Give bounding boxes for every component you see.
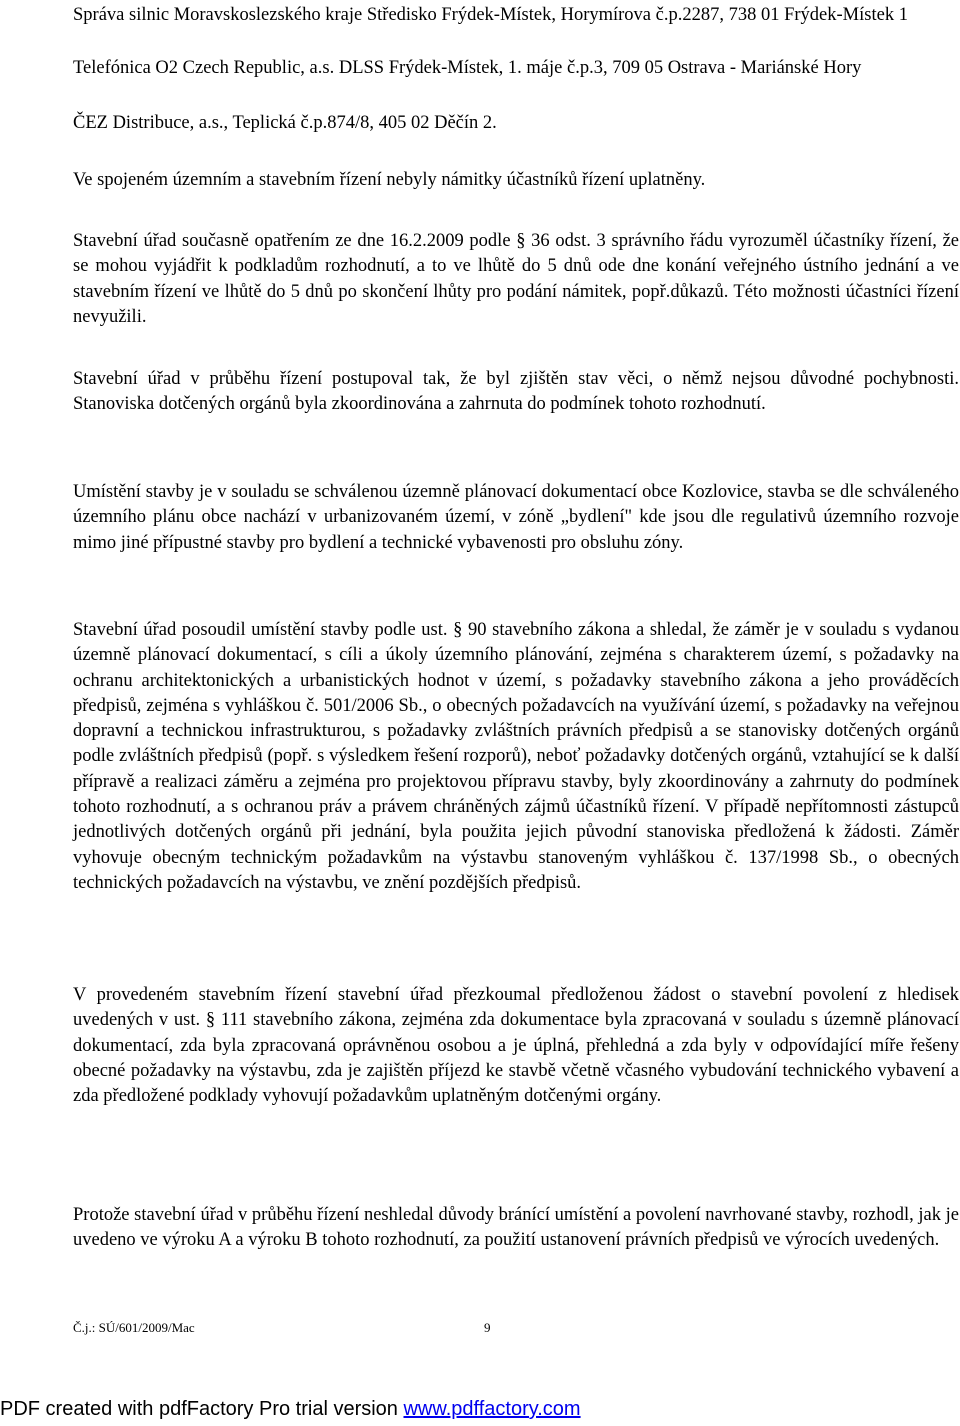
pdf-banner-text: PDF created with pdfFactory Pro trial version (0, 1398, 404, 1420)
reference-number: Č.j.: SÚ/601/2009/Mac (73, 1320, 195, 1335)
paragraph-building-permit: V provedeném stavebním řízení stavební úřad přezkoumal předloženou žádost o stavební povolení z hledisek uvedených v ust. § 111 stavebního zákona, zejména zda dokumentace byla zpracovaná v souladu s územně plánovací dokumentací, zda byla zpracovaná oprávněnou osobou a je úplná, přehledná a zda byly v odpovídající míře řešeny obecné požadavky na výstavbu, zda je zajištěn příjezd ke stavbě včetně včasného vybudování technického vybavení a zda předložené podklady vyhovují požadavkům uplatněným dotčenými orgány. (73, 985, 959, 1107)
recipient-address: Telefónica O2 Czech Republic, a.s. DLSS Frýdek-Místek, 1. máje č.p.3, 709 05 Ostrava - Mariánské Hory (73, 58, 862, 78)
paragraph-notification: Stavební úřad současně opatřením ze dne 16.2.2009 podle § 36 odst. 3 správního řádu vyrozuměl účastníky řízení, že se mohou vyjádřit k podkladům rozhodnutí, a to ve lhůtě do 5 dnů ode dne konání veřejného ústního jednání a ve stavebním řízení ve lhůtě do 5 dnů po skončení lhůty pro podání námitek, popř.důkazů. Této možnosti účastníci řízení nevyužili. (73, 231, 959, 327)
paragraph-procedure: Stavební úřad v průběhu řízení postupoval tak, že byl zjištěn stav věci, o němž nejsou důvodné pochybnosti. Stanoviska dotčených orgánů byla zkoordinována a zahrnuta do podmínek tohoto rozhodnutí. (73, 369, 959, 415)
pdffactory-link[interactable]: www.pdffactory.com (403, 1398, 581, 1420)
paragraph-conclusion: Protože stavební úřad v průběhu řízení neshledal důvody bránící umístění a povolení navrhované stavby, rozhodl, jak je uvedeno ve výroku A a výroku B tohoto rozhodnutí, za použití ustanovení právních předpisů ve výrocích uvedených. (73, 1205, 959, 1251)
paragraph-assessment: Stavební úřad posoudil umístění stavby podle ust. § 90 stavebního zákona a shledal, že záměr je v souladu s vydanou územně plánovací dokumentací, s cíli a úkoly územního plánování, zejména s charakterem území, s požadavky na ochranu architektonických a urbanistických hodnot v území, s požadavky stavebního zákona a jeho prováděcích předpisů, zejména s vyhláškou č. 501/2006 Sb., o obecných požadavcích na využívání území, s požadavky na veřejnou dopravní a technickou infrastrukturou, s požadavky zvláštních právních předpisů a se stanovisky dotčených orgánů podle zvláštních předpisů (popř. s výsledkem řešení rozporů), neboť požadavky dotčených orgánů, vztahující se k další přípravě a realizaci záměru a zejména pro projektovou přípravu stavby, byly zkoordinovány a zahrnuty do podmínek tohoto rozhodnutí, a s ochranou práv a právem chráněných zájmů účastníků řízení. V případě nepřítomnosti zástupců jednotlivých dotčených orgánů při jednání, byla použita jejich původní stanoviska předložená k žádosti. Záměr vyhovuje obecným technickým požadavkům na výstavbu stanoveným vyhláškou č. 137/1998 Sb., o obecných technických požadavcích na výstavbu, ve znění pozdějších předpisů. (73, 620, 959, 893)
recipient-address: Správa silnic Moravskoslezského kraje Středisko Frýdek-Místek, Horymírova č.p.2287, 738 01 Frýdek-Místek 1 (73, 5, 908, 25)
pdf-banner-line (0, 1398, 581, 1421)
page-number: 9 (484, 1320, 491, 1335)
recipient-address: ČEZ Distribuce, a.s., Teplická č.p.874/8, 405 02 Děčín 2. (73, 113, 497, 133)
paragraph-zoning: Umístění stavby je v souladu se schválenou územně plánovací dokumentací obce Kozlovice, stavba se dle schváleného územního plánu obce nachází v urbanizovaném území, v zóně „bydlení" kde jsou dle regulativů územního rozvoje mimo jiné přípustné stavby pro bydlení a technické vybavenosti pro obsluhu zóny. (73, 482, 959, 553)
paragraph-objections: Ve spojeném územním a stavebním řízení nebyly námitky účastníků řízení uplatněny. (73, 170, 706, 190)
